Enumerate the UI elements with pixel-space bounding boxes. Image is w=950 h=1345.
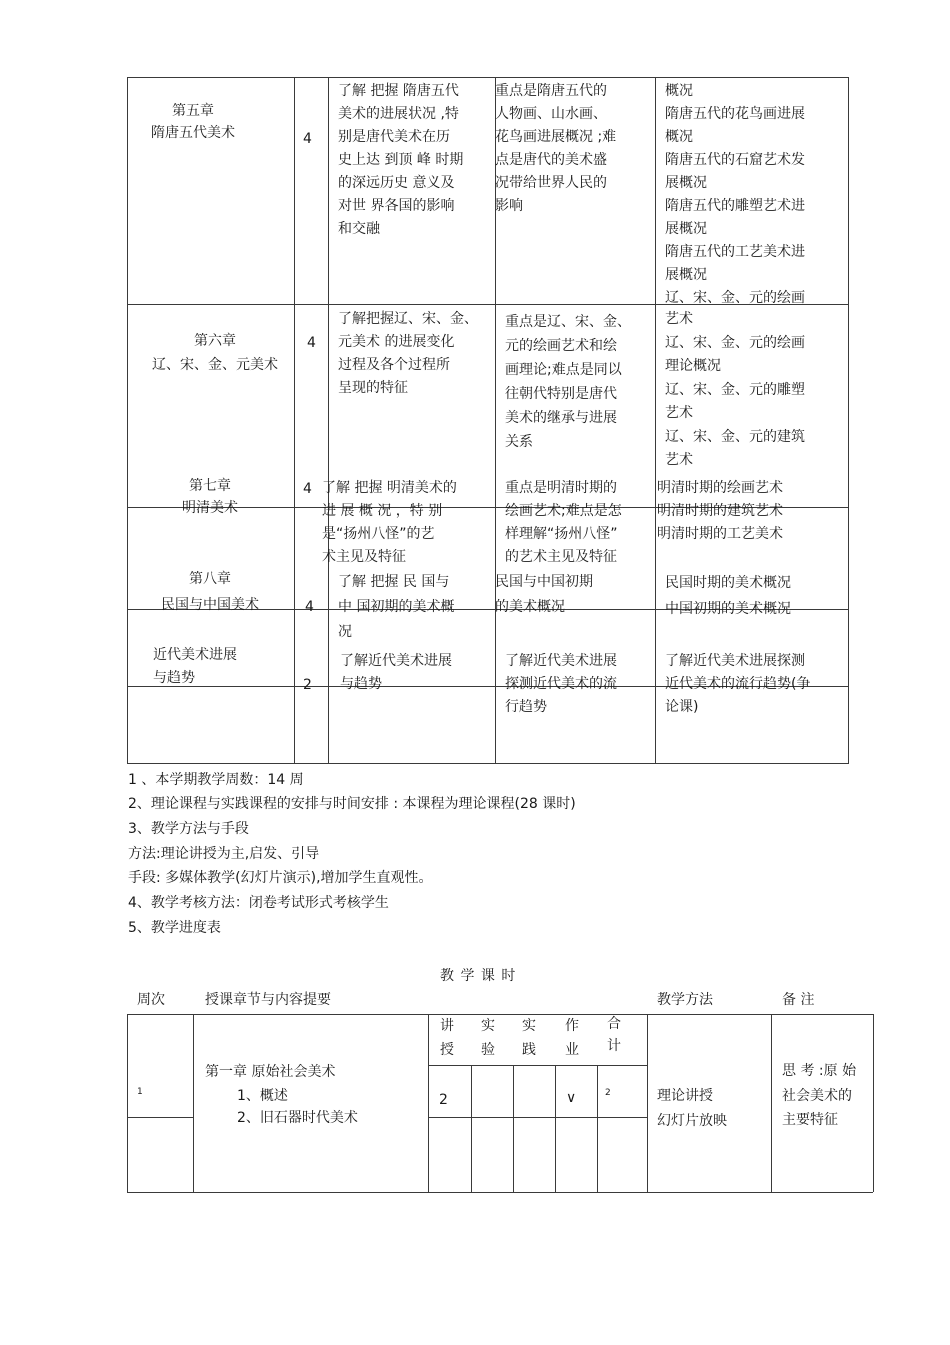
schedule-homework: ∨ <box>566 1090 577 1106</box>
schedule-title: 教 学 课 时 <box>440 968 517 984</box>
chapter-hours: 2 <box>303 677 312 693</box>
chapter-objective: 了解 把握 明清美术的 进 展 概 况 ，特 别 是“扬州八怪”的艺 术主见及特征 <box>322 480 457 565</box>
schedule-item: 2、旧石器时代美术 <box>237 1110 358 1126</box>
note-teaching-methods: 3、教学方法与手段 <box>128 821 249 837</box>
header-method: 教学方法 <box>657 992 713 1008</box>
hour-column-practice-top: 实 <box>522 1018 536 1034</box>
schedule-lecture-hours: 2 <box>439 1092 448 1108</box>
hour-column-total-bottom: 计 <box>607 1038 621 1054</box>
chapter-title: 辽、宋、金、元美术 <box>152 357 278 373</box>
chapter-title: 民国与中国美术 <box>161 597 259 613</box>
schedule-remarks: 思 考 :原 始 社会美术的 主要特征 <box>782 1063 857 1128</box>
header-remarks: 备 注 <box>782 992 815 1008</box>
chapter-title: 近代美术进展 与趋势 <box>153 647 237 686</box>
note-assessment: 4、教学考核方法：闭卷考试形式考核学生 <box>128 895 389 911</box>
chapter-title: 明清美术 <box>182 500 238 516</box>
chapter-content: 概况 隋唐五代的花鸟画进展 概况 隋唐五代的石窟艺术发 展概况 隋唐五代的雕塑艺术进 展概况 隋唐五代的工艺美术进 展概况 辽、宋、金、元的绘画 <box>665 83 805 306</box>
hour-column-experiment-top: 实 <box>481 1018 495 1034</box>
hour-column-homework-top: 作 <box>565 1018 579 1034</box>
hour-column-lecture-top: 讲 <box>440 1018 454 1034</box>
hour-column-practice-bottom: 践 <box>522 1042 536 1058</box>
chapter-key-points: 了解近代美术进展 探测近代美术的流 行趋势 <box>505 653 617 715</box>
chapter-number: 第八章 <box>189 571 231 587</box>
chapter-hours: 4 <box>307 335 316 351</box>
chapter-content: 民国时期的美术概况 中国初期的美术概况 <box>665 575 791 617</box>
schedule-total: 2 <box>605 1088 611 1098</box>
chapter-hours: 4 <box>303 131 312 147</box>
chapter-number: 第六章 <box>194 333 236 349</box>
hour-column-experiment-bottom: 验 <box>481 1042 495 1058</box>
note-teaching-weeks: 1 、本学期教学周数：14 周 <box>128 772 304 788</box>
schedule-chapter: 第一章 原始社会美术 <box>205 1064 336 1080</box>
header-content: 授课章节与内容提要 <box>205 992 331 1008</box>
chapter-objective: 了解 把握 民 国与 中 国初期的美术概 况 <box>338 574 455 640</box>
schedule-week: 1 <box>137 1087 143 1097</box>
note-method: 方法:理论讲授为主,启发、引导 <box>128 846 320 862</box>
hour-column-lecture-bottom: 授 <box>440 1042 454 1058</box>
note-course-arrangement: 2、理论课程与实践课程的安排与时间安排 : 本课程为理论课程(28 课时) <box>128 796 576 812</box>
chapter-content: 了解近代美术进展探测 近代美术的流行趋势(争 论课) <box>665 653 811 715</box>
chapter-title: 隋唐五代美术 <box>151 125 235 141</box>
hour-column-total-top: 合 <box>607 1016 621 1032</box>
note-means: 手段: 多媒体教学(幻灯片演示),增加学生直观性。 <box>128 870 433 886</box>
chapter-number: 第七章 <box>189 478 231 494</box>
hour-column-homework-bottom: 业 <box>565 1042 579 1058</box>
chapter-content: 艺术 辽、宋、金、元的绘画 理论概况 辽、宋、金、元的雕塑 艺术 辽、宋、金、元的建筑 艺术 <box>665 311 805 468</box>
chapter-hours: 4 <box>303 481 312 497</box>
chapter-key-points: 重点是明清时期的 绘画艺术;难点是怎 样理解“扬州八怪” 的艺术主见及特征 <box>505 480 622 565</box>
schedule-method: 理论讲授 幻灯片放映 <box>657 1088 727 1129</box>
chapter-key-points: 重点是隋唐五代的 人物画、山水画、 花鸟画进展概况 ;难 点是唐代的美术盛 况带给世界人民的 影响 <box>495 83 617 214</box>
chapter-objective: 了解 把握 隋唐五代 美术的进展状况 ,特 别是唐代美术在历 史上达 到顶 峰 时期 的深远历史 意义及 对世 界各国的影响 和交融 <box>338 83 464 237</box>
chapter-hours: 4 <box>305 599 314 615</box>
chapter-content: 明清时期的绘画艺术 明清时期的建筑艺术 明清时期的工艺美术 <box>657 480 783 542</box>
header-week: 周次 <box>137 992 165 1008</box>
chapter-number: 第五章 <box>172 103 214 119</box>
chapter-objective: 了解近代美术进展 与趋势 <box>340 653 452 692</box>
note-schedule: 5、教学进度表 <box>128 920 221 936</box>
schedule-item: 1、概述 <box>237 1088 288 1104</box>
chapter-key-points: 重点是辽、宋、金、 元的绘画艺术和绘 画理论;难点是同以 往朝代特别是唐代 美术的继承与进展 关系 <box>505 314 631 450</box>
chapter-objective: 了解把握辽、宋、金、 元美术 的进展变化 过程及各个过程所 呈现的特征 <box>338 311 478 396</box>
chapter-key-points: 民国与中国初期 的美术概况 <box>495 574 593 615</box>
